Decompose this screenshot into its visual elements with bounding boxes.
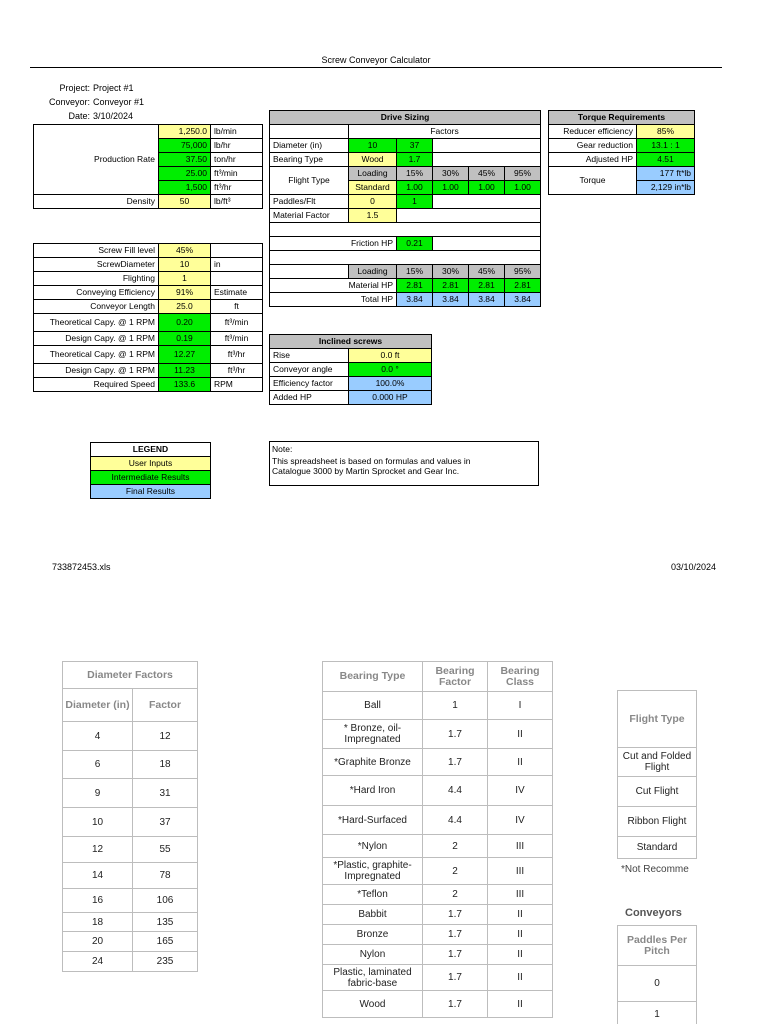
screw-row xyxy=(34,364,263,378)
flight-factor: 1.00 xyxy=(505,181,541,195)
factors-label: Factors xyxy=(349,125,541,139)
factor-cell: 78 xyxy=(133,863,198,889)
screw-unit: ft xyxy=(211,300,263,314)
gear-label: Gear reduction xyxy=(549,139,637,153)
table-row xyxy=(323,858,553,885)
screw-row xyxy=(34,258,263,272)
loading2-cell: 15% xyxy=(397,265,433,279)
table-row xyxy=(618,1002,697,1024)
table-row xyxy=(63,808,198,837)
diameter-factors-table xyxy=(62,661,198,972)
adjusted-hp-value: 4.51 xyxy=(637,153,695,167)
bearing-factor-header: Bearing Factor xyxy=(423,662,488,692)
screw-unit xyxy=(211,244,263,258)
screw-row xyxy=(34,378,263,392)
screw-label: Conveyor Length xyxy=(34,300,159,314)
project-value: Project #1 xyxy=(93,83,134,93)
bearing-label: Bearing Type xyxy=(270,153,349,167)
diameter-cell: 10 xyxy=(63,808,133,837)
paddles-cell: 0 xyxy=(618,966,697,1002)
density-unit: lb/ft³ xyxy=(211,195,263,209)
torque-table xyxy=(548,110,695,195)
paddles-cell: 1 xyxy=(618,1002,697,1024)
table-row xyxy=(323,991,553,1018)
added-hp-label: Added HP xyxy=(270,391,349,405)
loading-cell: 95% xyxy=(505,167,541,181)
table-row xyxy=(323,806,553,835)
screw-value[interactable]: 45% xyxy=(159,244,211,258)
screw-value[interactable]: 10 xyxy=(159,258,211,272)
legend-final: Final Results xyxy=(91,485,211,499)
bearing-class-cell: II xyxy=(488,991,553,1018)
screw-unit: Estimate xyxy=(211,286,263,300)
diameter-cell: 18 xyxy=(63,913,133,932)
table-row xyxy=(63,779,198,808)
loading2-label: Loading xyxy=(349,265,397,279)
bearing-class-cell: II xyxy=(488,720,553,749)
screw-value: 12.27 xyxy=(159,346,211,364)
production-value: 75,000 xyxy=(159,139,211,153)
production-table xyxy=(33,124,263,209)
loading2-cell: 45% xyxy=(469,265,505,279)
diameter-cell: 9 xyxy=(63,779,133,808)
paddles-label: Paddles/Flt xyxy=(270,195,349,209)
angle-label: Conveyor angle xyxy=(270,363,349,377)
screw-unit: ft³/min xyxy=(211,314,263,332)
bearing-class-cell: III xyxy=(488,885,553,905)
footer-filename: 733872453.xls xyxy=(52,562,111,572)
factor-cell: 31 xyxy=(133,779,198,808)
screw-value[interactable]: 1 xyxy=(159,272,211,286)
bearing-value[interactable]: Wood xyxy=(349,153,397,167)
bearing-class-cell: II xyxy=(488,925,553,945)
production-rate-label: Production Rate xyxy=(34,125,159,195)
bearing-factor: 1.7 xyxy=(397,153,433,167)
table-row xyxy=(618,966,697,1002)
drive-sizing-table xyxy=(269,110,541,307)
table-row xyxy=(63,913,198,932)
conveyor-value: Conveyor #1 xyxy=(93,97,145,107)
bearing-class-cell: IV xyxy=(488,776,553,806)
screw-value: 0.19 xyxy=(159,332,211,346)
screw-label: Theoretical Capy. @ 1 RPM xyxy=(34,346,159,364)
bearing-factor-cell: 2 xyxy=(423,835,488,858)
screw-unit: ft³/min xyxy=(211,332,263,346)
legend-intermediate: Intermediate Results xyxy=(91,471,211,485)
bearing-class-header: Bearing Class xyxy=(488,662,553,692)
title-rule xyxy=(30,67,722,68)
density-label: Density xyxy=(34,195,159,209)
table-row xyxy=(323,692,553,720)
gear-value: 13.1 : 1 xyxy=(637,139,695,153)
factor-column-header: Factor xyxy=(133,689,198,722)
bearing-class-cell: II xyxy=(488,945,553,965)
diameter-cell: 4 xyxy=(63,722,133,751)
bearing-factor-cell: 1.7 xyxy=(423,991,488,1018)
bearing-factor-cell: 2 xyxy=(423,858,488,885)
screw-label: Flighting xyxy=(34,272,159,286)
diameter-cell: 24 xyxy=(63,952,133,972)
bearing-factor-cell: 2 xyxy=(423,885,488,905)
torque-header: Torque Requirements xyxy=(549,111,695,125)
paddles-per-pitch-header: Paddles Per Pitch xyxy=(618,926,697,966)
flight-factor: 1.00 xyxy=(397,181,433,195)
diameter-cell: 6 xyxy=(63,751,133,779)
bearing-factor-cell: 1.7 xyxy=(423,945,488,965)
screw-label: Design Capy. @ 1 RPM xyxy=(34,332,159,346)
inclined-screws-table xyxy=(269,334,432,405)
screw-row xyxy=(34,244,263,258)
bearing-class-cell: III xyxy=(488,858,553,885)
adjusted-hp-label: Adjusted HP xyxy=(549,153,637,167)
flight-factor: 1.00 xyxy=(469,181,505,195)
torque-value: 2,129 in*lb xyxy=(637,181,695,195)
material-hp-value: 2.81 xyxy=(397,279,433,293)
production-unit: lb/hr xyxy=(211,139,263,153)
diameter-title-row xyxy=(63,662,198,689)
flight-label: Flight Type xyxy=(270,167,349,195)
rise-label: Rise xyxy=(270,349,349,363)
friction-hp-label: Friction HP xyxy=(270,237,397,251)
screw-value: 11.23 xyxy=(159,364,211,378)
paddles-value[interactable]: 0 xyxy=(349,195,397,209)
screw-unit: ft³/hr xyxy=(211,364,263,378)
flight-header-row xyxy=(618,691,697,748)
material-hp-value: 2.81 xyxy=(433,279,469,293)
table-row xyxy=(323,945,553,965)
screw-value[interactable]: 91% xyxy=(159,286,211,300)
date-value: 3/10/2024 xyxy=(93,111,134,121)
diameter-cell: 16 xyxy=(63,889,133,913)
bearing-type-cell: *Hard Iron xyxy=(323,776,423,806)
inclined-header: Inclined screws xyxy=(270,335,432,349)
screw-unit: in xyxy=(211,258,263,272)
bearing-class-cell: IV xyxy=(488,806,553,835)
density-row xyxy=(34,195,263,209)
note-box xyxy=(269,441,539,486)
conveyors-header-row xyxy=(618,926,697,966)
flight-type-cell: Ribbon Flight xyxy=(618,807,697,837)
screw-label: Theoretical Capy. @ 1 RPM xyxy=(34,314,159,332)
bearing-type-cell: Babbit xyxy=(323,905,423,925)
bearing-type-cell: Ball xyxy=(323,692,423,720)
bearing-factor-cell: 4.4 xyxy=(423,776,488,806)
table-row xyxy=(63,837,198,863)
bearing-type-cell: *Teflon xyxy=(323,885,423,905)
table-row xyxy=(618,777,697,807)
table-row xyxy=(323,925,553,945)
torque-value: 177 ft*lb xyxy=(637,167,695,181)
reducer-value[interactable]: 85% xyxy=(637,125,695,139)
screw-unit xyxy=(211,272,263,286)
bearing-type-cell: *Graphite Bronze xyxy=(323,749,423,776)
flight-type-cell: Standard xyxy=(618,837,697,859)
table-row xyxy=(323,835,553,858)
added-hp-value: 0.000 HP xyxy=(349,391,432,405)
table-row xyxy=(618,837,697,859)
loading-label: Loading xyxy=(349,167,397,181)
screw-row xyxy=(34,300,263,314)
bearing-factor-cell: 1 xyxy=(423,692,488,720)
efficiency-value: 100.0% xyxy=(349,377,432,391)
legend xyxy=(90,442,211,499)
table-row xyxy=(618,807,697,837)
table-row xyxy=(63,722,198,751)
bearing-header-row xyxy=(323,662,553,692)
bearing-class-cell: II xyxy=(488,749,553,776)
bearing-factor-cell: 1.7 xyxy=(423,905,488,925)
flight-type-cell: Cut Flight xyxy=(618,777,697,807)
bearing-type-cell: *Plastic, graphite-Impregnated xyxy=(323,858,423,885)
loading2-cell: 30% xyxy=(433,265,469,279)
screw-row xyxy=(34,272,263,286)
bearing-type-cell: Bronze xyxy=(323,925,423,945)
bearing-class-cell: II xyxy=(488,905,553,925)
bearing-type-cell: Wood xyxy=(323,991,423,1018)
efficiency-label: Efficiency factor xyxy=(270,377,349,391)
diameter-column-header: Diameter (in) xyxy=(63,689,133,722)
bearing-type-cell: *Nylon xyxy=(323,835,423,858)
factor-cell: 106 xyxy=(133,889,198,913)
diameter-label: Diameter (in) xyxy=(270,139,349,153)
total-hp-value: 3.84 xyxy=(433,293,469,307)
bearing-class-cell: III xyxy=(488,835,553,858)
conveyor-label: Conveyor: xyxy=(48,97,90,107)
screw-unit: RPM xyxy=(211,378,263,392)
page-title: Screw Conveyor Calculator xyxy=(321,55,431,65)
material-hp-value: 2.81 xyxy=(469,279,505,293)
diameter-cell: 14 xyxy=(63,863,133,889)
screw-label: Required Speed xyxy=(34,378,159,392)
not-recommended-note: *Not Recomme xyxy=(621,864,689,875)
screw-unit: ft³/hr xyxy=(211,346,263,364)
diameter-cell: 20 xyxy=(63,932,133,952)
table-row xyxy=(618,748,697,777)
screw-value[interactable]: 25.0 xyxy=(159,300,211,314)
torque-label: Torque xyxy=(549,167,637,195)
factor-cell: 37 xyxy=(133,808,198,837)
note-title: Note: xyxy=(272,444,293,454)
table-row xyxy=(323,720,553,749)
factor-cell: 12 xyxy=(133,722,198,751)
bearing-type-cell: *Hard-Surfaced xyxy=(323,806,423,835)
screw-value: 0.20 xyxy=(159,314,211,332)
loading2-cell: 95% xyxy=(505,265,541,279)
bearing-table xyxy=(322,661,553,1018)
table-row xyxy=(323,965,553,991)
loading-cell: 45% xyxy=(469,167,505,181)
flight-factor: 1.00 xyxy=(433,181,469,195)
factor-cell: 18 xyxy=(133,751,198,779)
legend-user-inputs: User Inputs xyxy=(91,457,211,471)
factor-cell: 55 xyxy=(133,837,198,863)
project-label: Project: xyxy=(59,83,90,93)
screw-label: ScrewDiameter xyxy=(34,258,159,272)
material-factor-value[interactable]: 1.5 xyxy=(349,209,397,223)
production-value[interactable]: 1,250.0 xyxy=(159,125,211,139)
legend-title: LEGEND xyxy=(91,443,211,457)
bearing-factor-cell: 1.7 xyxy=(423,925,488,945)
paddles-factor: 1 xyxy=(397,195,433,209)
note-text: This spreadsheet is based on formulas and values in xyxy=(272,456,471,466)
rise-value[interactable]: 0.0 ft xyxy=(349,349,432,363)
material-factor-label: Material Factor xyxy=(270,209,349,223)
table-row xyxy=(63,863,198,889)
factor-cell: 235 xyxy=(133,952,198,972)
bearing-type-cell: Plastic, laminated fabric-base xyxy=(323,965,423,991)
loading-cell: 30% xyxy=(433,167,469,181)
screw-row xyxy=(34,346,263,364)
material-hp-label: Material HP xyxy=(270,279,397,293)
table-row xyxy=(323,749,553,776)
screw-label: Design Capy. @ 1 RPM xyxy=(34,364,159,378)
bearing-type-header: Bearing Type xyxy=(323,662,423,692)
flight-type-cell: Cut and Folded Flight xyxy=(618,748,697,777)
footer-date: 03/10/2024 xyxy=(670,562,716,572)
drive-sizing-header: Drive Sizing xyxy=(270,111,541,125)
friction-hp-value: 0.21 xyxy=(397,237,433,251)
bearing-factor-cell: 4.4 xyxy=(423,806,488,835)
factor-cell: 135 xyxy=(133,913,198,932)
date-label: Date: xyxy=(68,111,90,121)
table-row xyxy=(63,952,198,972)
table-row xyxy=(63,932,198,952)
total-hp-label: Total HP xyxy=(270,293,397,307)
diameter-header-row xyxy=(63,689,198,722)
flight-type-header: Flight Type xyxy=(618,691,697,748)
note-text: Catalogue 3000 by Martin Sprocket and Gear Inc. xyxy=(272,466,460,476)
production-unit: ft³/min xyxy=(211,167,263,181)
bearing-class-cell: I xyxy=(488,692,553,720)
screw-row xyxy=(34,332,263,346)
production-value: 1,500 xyxy=(159,181,211,195)
production-unit: ton/hr xyxy=(211,153,263,167)
loading-cell: 15% xyxy=(397,167,433,181)
diameter-value: 10 xyxy=(349,139,397,153)
angle-value: 0.0 ° xyxy=(349,363,432,377)
density-value[interactable]: 50 xyxy=(159,195,211,209)
screw-row xyxy=(34,286,263,300)
table-row xyxy=(323,885,553,905)
material-hp-value: 2.81 xyxy=(505,279,541,293)
flight-value[interactable]: Standard xyxy=(349,181,397,195)
diameter-factors-title: Diameter Factors xyxy=(63,662,198,689)
production-value: 37.50 xyxy=(159,153,211,167)
table-row xyxy=(63,751,198,779)
bearing-factor-cell: 1.7 xyxy=(423,749,488,776)
bearing-factor-cell: 1.7 xyxy=(423,965,488,991)
diameter-cell: 12 xyxy=(63,837,133,863)
total-hp-value: 3.84 xyxy=(469,293,505,307)
bearing-type-cell: * Bronze, oil-Impregnated xyxy=(323,720,423,749)
bearing-class-cell: II xyxy=(488,965,553,991)
screw-label: Screw Fill level xyxy=(34,244,159,258)
flight-type-table xyxy=(617,690,697,859)
reducer-label: Reducer efficiency xyxy=(549,125,637,139)
screw-label: Conveying Efficiency xyxy=(34,286,159,300)
screw-row xyxy=(34,314,263,332)
total-hp-value: 3.84 xyxy=(505,293,541,307)
factor-cell: 165 xyxy=(133,932,198,952)
production-unit: lb/min xyxy=(211,125,263,139)
screw-table xyxy=(33,243,263,392)
production-value: 25.00 xyxy=(159,167,211,181)
table-row xyxy=(323,905,553,925)
production-row xyxy=(34,125,263,139)
diameter-factor: 37 xyxy=(397,139,433,153)
bearing-type-cell: Nylon xyxy=(323,945,423,965)
total-hp-value: 3.84 xyxy=(397,293,433,307)
bearing-factor-cell: 1.7 xyxy=(423,720,488,749)
conveyors-table xyxy=(617,925,697,1024)
conveyors-title: Conveyors xyxy=(625,907,682,919)
table-row xyxy=(323,776,553,806)
screw-value: 133.6 xyxy=(159,378,211,392)
table-row xyxy=(63,889,198,913)
production-unit: ft³/hr xyxy=(211,181,263,195)
